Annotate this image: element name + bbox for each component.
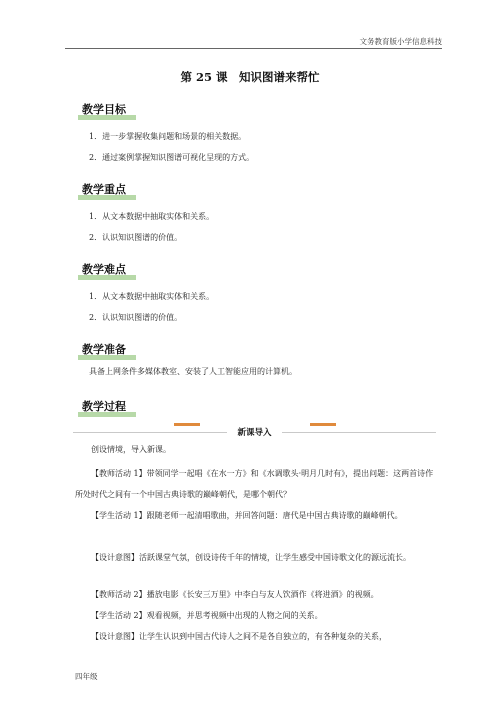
section-title-process: 教学过程 bbox=[82, 400, 126, 413]
section-title-key-points: 教学重点 bbox=[82, 183, 126, 196]
process-paragraph-6: 【学生活动 2】观看视频，并思考视频中出现的人物之间的关系。 bbox=[91, 611, 323, 620]
goal-item-2: 2．通过案例掌握知识图谱可视化呈现的方式。 bbox=[89, 153, 255, 162]
key-point-item-1: 1．从文本数据中抽取实体和关系。 bbox=[89, 212, 215, 221]
difficulty-item-2: 2．认识知识图谱的价值。 bbox=[89, 313, 183, 322]
process-paragraph-2: 【教师活动 1】带领同学一起唱《在水一方》和《水调歌头·明月几时有》，提出问题：这两首诗作所处时代之间有一个中国古典诗歌的巅峰朝代，是哪个朝代？ bbox=[75, 469, 434, 499]
section-title-preparation: 教学准备 bbox=[82, 343, 126, 356]
key-point-item-2: 2．认识知识图谱的价值。 bbox=[89, 233, 183, 242]
lesson-title: 第 25 课 知识图谱来帮忙 bbox=[180, 70, 320, 84]
footer-grade: 四年级 bbox=[75, 672, 98, 681]
process-paragraph-4: 【设计意图】活跃课堂气氛，创设诗传千年的情境，让学生感受中国诗歌文化的源远流长。 bbox=[91, 553, 411, 562]
difficulty-item-1: 1．从文本数据中抽取实体和关系。 bbox=[89, 292, 215, 301]
process-paragraph-5: 【教师活动 2】播放电影《长安三万里》中李白与友人饮酒作《将进酒》的视频。 bbox=[91, 590, 379, 599]
process-paragraph-1: 创设情境，导入新课。 bbox=[91, 445, 171, 454]
banner-label: 新课导入 bbox=[73, 426, 436, 438]
goal-item-1: 1．进一步掌握收集问题和场景的相关数据。 bbox=[89, 132, 247, 141]
section-title-goals: 教学目标 bbox=[82, 103, 126, 116]
process-paragraph-3: 【学生活动 1】跟随老师一起清唱歌曲，并回答问题：唐代是中国古典诗歌的巅峰朝代。 bbox=[91, 511, 403, 520]
preparation-text: 具备上网条件多媒体教室、安装了人工智能应用的计算机。 bbox=[89, 367, 297, 376]
running-header: 文务教育版小学信息科技 bbox=[359, 37, 442, 46]
section-title-difficulties: 教学难点 bbox=[82, 263, 126, 276]
header-divider bbox=[65, 48, 442, 49]
subsection-banner bbox=[73, 423, 436, 441]
process-paragraph-7: 【设计意图】让学生认识到中国古代诗人之间不是各自独立的，有各种复杂的关系， bbox=[91, 632, 387, 641]
